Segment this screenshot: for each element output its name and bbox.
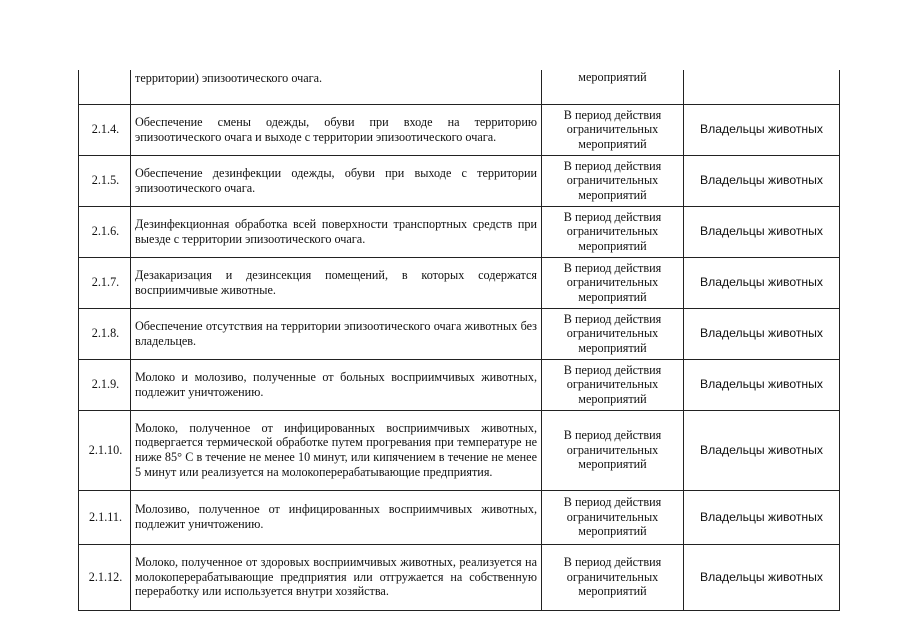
table-row	[79, 104, 840, 155]
table-row-continued	[79, 70, 840, 104]
table-row	[79, 308, 840, 359]
row-executor: Владельцы животных	[684, 308, 840, 359]
row-description: территории) эпизоотического очага.	[131, 70, 542, 104]
row-term: В период действия ограничительных мероприятий	[542, 257, 684, 308]
row-description: Молоко, полученное от инфицированных восприимчивых животных, подвергается термической обработке путем прогревания при температуре не ниже 85° С в течение не менее 10 минут, или кипячением в течение не менее 5 минут или реализуется на молокоперерабатывающие предприятия.	[131, 410, 542, 490]
row-number: 2.1.12.	[79, 544, 131, 610]
row-description: Молоко, полученное от здоровых восприимчивых животных, реализуется на молокоперерабатывающие предприятия или отгружается на собственную переработку или используется внутри хозяйства.	[131, 544, 542, 610]
row-description: Дезинфекционная обработка всей поверхности транспортных средств при выезде с территории эпизоотического очага.	[131, 206, 542, 257]
table-row	[79, 410, 840, 490]
row-executor: Владельцы животных	[684, 410, 840, 490]
row-executor: Владельцы животных	[684, 359, 840, 410]
row-term: В период действия ограничительных мероприятий	[542, 104, 684, 155]
row-term: В период действия ограничительных мероприятий	[542, 410, 684, 490]
row-number: 2.1.7.	[79, 257, 131, 308]
row-description: Дезакаризация и дезинсекция помещений, в которых содержатся восприимчивые животные.	[131, 257, 542, 308]
row-number: 2.1.4.	[79, 104, 131, 155]
row-executor-cell	[684, 70, 840, 104]
row-executor: Владельцы животных	[684, 544, 840, 610]
row-description: Обеспечение дезинфекции одежды, обуви при выходе с территории эпизоотического очага.	[131, 155, 542, 206]
row-executor: Владельцы животных	[684, 104, 840, 155]
row-number-cell	[79, 70, 131, 104]
row-term: В период действия ограничительных мероприятий	[542, 544, 684, 610]
measures-table	[78, 70, 840, 611]
table-row	[79, 490, 840, 544]
table-row	[79, 155, 840, 206]
row-number: 2.1.6.	[79, 206, 131, 257]
table-row	[79, 359, 840, 410]
row-term: В период действия ограничительных мероприятий	[542, 359, 684, 410]
row-executor: Владельцы животных	[684, 155, 840, 206]
row-term: В период действия ограничительных мероприятий	[542, 308, 684, 359]
row-number: 2.1.11.	[79, 490, 131, 544]
table-row	[79, 544, 840, 610]
row-executor: Владельцы животных	[684, 206, 840, 257]
row-term: В период действия ограничительных мероприятий	[542, 206, 684, 257]
row-description: Молозиво, полученное от инфицированных восприимчивых животных, подлежит уничтожению.	[131, 490, 542, 544]
table-row	[79, 206, 840, 257]
row-description: Обеспечение смены одежды, обуви при входе на территорию эпизоотического очага и выходе с территории эпизоотического очага.	[131, 104, 542, 155]
row-number: 2.1.8.	[79, 308, 131, 359]
table-row	[79, 257, 840, 308]
row-term: В период действия ограничительных мероприятий	[542, 155, 684, 206]
row-executor: Владельцы животных	[684, 257, 840, 308]
row-number: 2.1.5.	[79, 155, 131, 206]
row-term: В период действия ограничительных мероприятий	[542, 490, 684, 544]
row-number: 2.1.9.	[79, 359, 131, 410]
row-description: Молоко и молозиво, полученные от больных восприимчивых животных, подлежит уничтожению.	[131, 359, 542, 410]
row-description: Обеспечение отсутствия на территории эпизоотического очага животных без владельцев.	[131, 308, 542, 359]
row-executor: Владельцы животных	[684, 490, 840, 544]
row-number: 2.1.10.	[79, 410, 131, 490]
row-term: мероприятий	[542, 70, 684, 104]
